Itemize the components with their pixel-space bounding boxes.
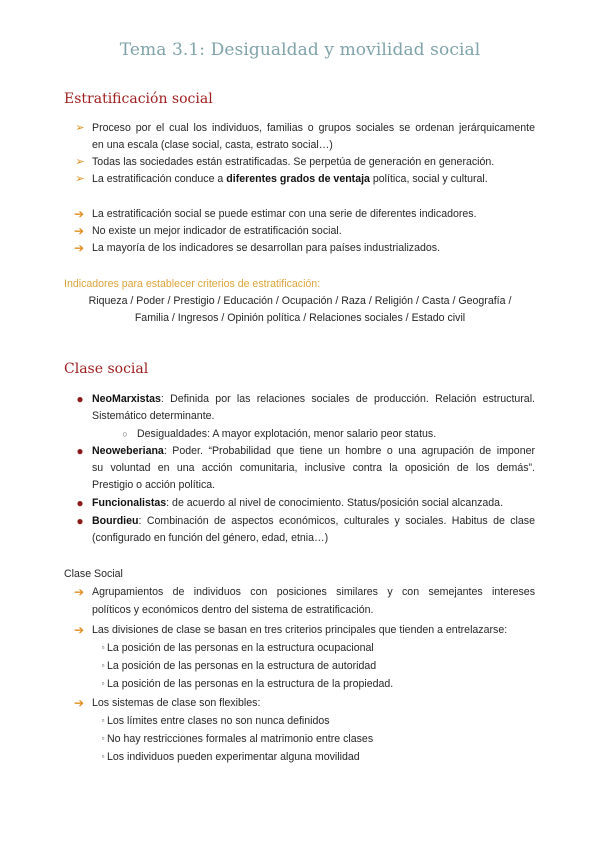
item-desc: : Combinación de aspectos económicos, culturales y sociales. Habitus de clase bbox=[138, 515, 535, 527]
arrow-text: La mayoría de los indicadores se desarrollan para países industrializados. bbox=[92, 242, 441, 254]
item-text bbox=[92, 392, 535, 406]
arrow-text: Las divisiones de clase se basan en tres criterios principales que tienden a entrelazarse: bbox=[92, 624, 508, 636]
bullet-dot-icon: ● bbox=[76, 392, 84, 406]
item-desc: : de acuerdo al nivel de conocimiento. Status/posición social alcanzada. bbox=[166, 497, 504, 509]
sub-item-text: La posición de las personas en la estructura ocupacional bbox=[107, 642, 374, 654]
bullet-dot-icon: ● bbox=[76, 514, 84, 528]
heading-clase-social: Clase social bbox=[64, 361, 149, 377]
item-text: (configurado en función del género, edad, etnia…) bbox=[92, 532, 329, 544]
indicators-label: Indicadores para establecer criterios de estratificación: bbox=[64, 278, 321, 290]
circle-bullet-icon: ○ bbox=[122, 429, 128, 439]
chevron-right-icon: ➢ bbox=[75, 122, 85, 134]
text-post: política, social y cultural. bbox=[369, 173, 488, 185]
arrow-right-icon: ➔ bbox=[73, 224, 85, 238]
text-pre: La estratificación conduce a bbox=[92, 173, 227, 185]
small-bullet-icon: ▫ bbox=[101, 734, 105, 743]
item-text: Prestigio o acción política. bbox=[92, 479, 216, 491]
item-term: Bourdieu bbox=[92, 515, 139, 527]
item-desc: : Definida por las relaciones sociales de producción. Relación estructural. bbox=[160, 393, 535, 405]
arrow-right-icon: ➔ bbox=[73, 585, 85, 599]
bullet-text: Todas las sociedades están estratificadas. Se perpetúa de generación en generación. bbox=[92, 156, 495, 168]
item-term: Funcionalistas bbox=[92, 497, 167, 509]
bullet-dot-icon: ● bbox=[76, 496, 84, 510]
item-text: su voluntad en una acción comunitaria, inclusive contra la oposición de los demás”. bbox=[92, 462, 535, 474]
arrow-right-icon: ➔ bbox=[73, 207, 85, 221]
chevron-right-icon: ➢ bbox=[75, 173, 85, 185]
indicators-list: Familia / Ingresos / Opinión política / Relaciones sociales / Estado civil bbox=[134, 312, 466, 324]
item-term: NeoMarxistas bbox=[92, 393, 161, 405]
small-bullet-icon: ▫ bbox=[101, 643, 105, 652]
arrow-right-icon: ➔ bbox=[73, 623, 85, 637]
heading-estratificacion: Estratificación social bbox=[64, 91, 213, 107]
arrow-text: No existe un mejor indicador de estratificación social. bbox=[92, 225, 342, 237]
sub-item-text: Los individuos pueden experimentar alguna movilidad bbox=[107, 751, 360, 763]
bullet-text: Proceso por el cual los individuos, familias o grupos sociales se ordenan jerárquicamente bbox=[92, 122, 535, 134]
arrow-text: políticos y económicos dentro del sistema de estratificación. bbox=[92, 604, 374, 616]
small-bullet-icon: ▫ bbox=[101, 661, 105, 670]
sub-item-text: Desigualdades: A mayor explotación, menor salario peor status. bbox=[137, 428, 437, 440]
bullet-dot-icon: ● bbox=[76, 444, 84, 458]
sub-item-text: Los límites entre clases no son nunca definidos bbox=[107, 715, 330, 727]
arrow-text: Agrupamientos de individuos con posiciones similares y con semejantes intereses bbox=[92, 586, 535, 598]
small-bullet-icon: ▫ bbox=[101, 752, 105, 761]
sub-item-text: La posición de las personas en la estructura de autoridad bbox=[107, 660, 377, 672]
small-bullet-icon: ▫ bbox=[101, 679, 105, 688]
small-bullet-icon: ▫ bbox=[101, 716, 105, 725]
item-text bbox=[92, 514, 535, 528]
sub-item-text: No hay restricciones formales al matrimonio entre clases bbox=[107, 733, 374, 745]
arrow-right-icon: ➔ bbox=[73, 696, 85, 710]
item-term: Neoweberiana bbox=[92, 445, 164, 457]
arrow-text: Los sistemas de clase son flexibles: bbox=[92, 697, 261, 709]
chevron-right-icon: ➢ bbox=[75, 156, 85, 168]
arrow-right-icon: ➔ bbox=[73, 241, 85, 255]
bullet-text: en una escala (clase social, casta, estrato social…) bbox=[92, 139, 333, 151]
indicators-list: Riqueza / Poder / Prestigio / Educación / Ocupación / Raza / Religión / Casta / Geografía / bbox=[88, 295, 512, 307]
item-desc: : Poder. “Probabilidad que tiene un hombre o una agrupación de imponer bbox=[163, 445, 535, 457]
item-text bbox=[92, 496, 503, 510]
bullet-text bbox=[92, 172, 488, 186]
subheading-clase-social: Clase Social bbox=[64, 568, 123, 580]
arrow-text: La estratificación social se puede estimar con una serie de diferentes indicadores. bbox=[92, 208, 477, 220]
page-title: Tema 3.1: Desigualdad y movilidad social bbox=[119, 40, 481, 60]
sub-item-text: La posición de las personas en la estructura de la propiedad. bbox=[107, 678, 394, 690]
item-text bbox=[92, 444, 535, 458]
item-text: Sistemático determinante. bbox=[92, 410, 215, 422]
text-bold: diferentes grados de ventaja bbox=[226, 173, 370, 185]
